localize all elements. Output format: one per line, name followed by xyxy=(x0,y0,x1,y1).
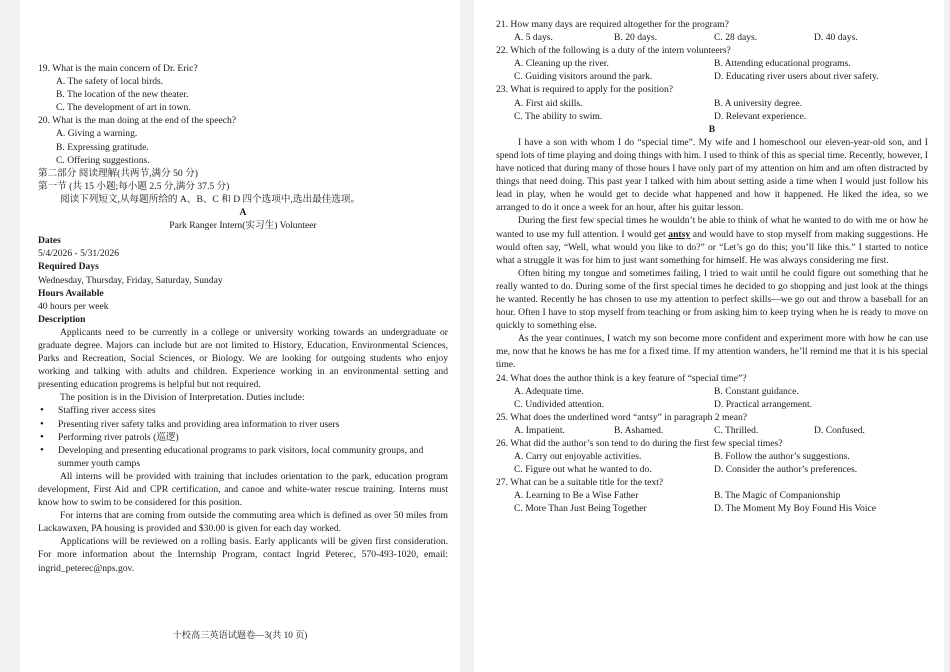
option-c: C. Undivided attention. xyxy=(514,398,605,410)
page-footer: 十校高三英语试题卷—3(共 10 页) xyxy=(172,629,308,640)
question-27 xyxy=(496,476,928,515)
part-two-heading: 第二部分 阅读理解(共两节,满分 50 分) xyxy=(38,167,198,179)
description-label: Description xyxy=(38,313,86,325)
question-24 xyxy=(496,372,928,411)
options-row xyxy=(496,385,928,398)
option-c: C. Offering suggestions. xyxy=(56,154,150,166)
options-row xyxy=(496,450,928,463)
dates-label: Dates xyxy=(38,235,61,247)
passage-paragraph: Often biting my tongue and sometimes failing, I tried to wait until he could figure out something that he really wanted to do. During some of the first special times he decided to go shopping and just look at the things he wanted. Recently he has chosen to use my attention to perfect skills—we go out and throw a baseball for an hour. Often I have to stop myself from teaching or from asking him to keep trying when he is ready to move on quickly to something else. xyxy=(496,267,928,332)
option-b: B. Attending educational programs. xyxy=(714,58,851,70)
option-b: B. The location of the new theater. xyxy=(56,89,189,101)
passage-paragraph: As the year continues, I watch my son become more confident and experiment more with how he can use me, now that he knows he has me for a fixed time. If my attention wanders, he’ll remind me that it is his special time. xyxy=(496,333,928,371)
question-stem: 23. What is required to apply for the position? xyxy=(496,84,674,96)
option-c: C. The ability to swim. xyxy=(514,110,603,122)
option-b: B. Expressing gratitude. xyxy=(56,141,149,153)
options-row xyxy=(496,398,928,411)
duty-item: • Developing and presenting educational programs to park visitors, local community groups, and summer youth camps xyxy=(58,444,448,470)
option-d: D. Practical arrangement. xyxy=(714,398,813,410)
passage-title: Park Ranger Intern(实习生) Volunteer xyxy=(169,220,317,232)
hours-value: 40 hours per week xyxy=(38,300,109,312)
question-stem: 25. What does the underlined word “antsy” in paragraph 2 mean? xyxy=(496,411,748,423)
question-stem: 22. Which of the following is a duty of the intern volunteers? xyxy=(496,45,731,57)
option-a: A. Giving a warning. xyxy=(56,128,138,140)
training-paragraph: All interns will be provided with training that includes orientation to the park, education program development, First Aid and CPR certification, and canoe and white-water rescue training. Interns must know how to swim to be considered for this position. xyxy=(38,470,448,509)
paragraph-text: During the first few special times he wouldn’t be able to think of what he wanted to do with me or how he wanted to use my full attention. I would get xyxy=(496,215,928,240)
question-stem: 19. What is the main concern of Dr. Eric? xyxy=(38,63,198,74)
duties-list xyxy=(38,404,448,469)
question-stem: 26. What did the author’s son tend to do during the first few special times? xyxy=(496,438,783,449)
option-b: B. Constant guidance. xyxy=(714,385,799,397)
options-row xyxy=(496,424,928,437)
options-row xyxy=(496,57,928,70)
option-a: A. Adequate time. xyxy=(514,385,584,397)
question-23 xyxy=(496,83,928,122)
option-a: A. First aid skills. xyxy=(514,97,583,109)
reading-instruction: 阅读下列短文,从每题所给的 A、B、C 和 D 四个选项中,选出最佳选项。 xyxy=(60,193,361,205)
exam-page-left xyxy=(20,0,460,672)
option-c: C. Figure out what he wanted to do. xyxy=(514,464,652,476)
option-b: B. The Magic of Companionship xyxy=(714,490,841,502)
passage-paragraph: I have a son with whom I do “special time”. My wife and I homeschool our eleven-year-old son, and I spend lots of time playing and doing things with him. I used to think of this as special time. Recently, however, I have noticed that during many of those hours I have only part of my attention on him and am often distracted by things that need doing. This past year I talked with him about setting aside a time when I would just follow his lead in play, when he would get to decide what happened and how it happened. He liked the idea, so we arranged to do it once a week for an hour, after his guitar lesson. xyxy=(496,136,928,214)
dates-value: 5/4/2026 - 5/31/2026 xyxy=(38,248,120,260)
options-row xyxy=(496,463,928,476)
options-row xyxy=(496,97,928,110)
question-stem: 21. How many days are required altogether for the program? xyxy=(496,19,729,30)
passage-letter-a: A xyxy=(239,207,247,219)
section-one-heading: 第一节 (共 15 小题;每小题 2.5 分,满分 37.5 分) xyxy=(38,180,230,192)
option-a: A. Carry out enjoyable activities. xyxy=(514,451,642,463)
option-c: C. 28 days. xyxy=(714,32,758,44)
question-stem: 27. What can be a suitable title for the text? xyxy=(496,477,664,489)
hours-label: Hours Available xyxy=(38,287,104,299)
options-row xyxy=(496,489,928,502)
question-19 xyxy=(38,62,448,114)
options-row xyxy=(496,502,928,515)
option-d: D. Relevant experience. xyxy=(714,110,807,122)
question-stem: 20. What is the man doing at the end of the speech? xyxy=(38,115,237,127)
duty-item: • Performing river patrols (巡逻) xyxy=(58,431,448,444)
option-a: A. Learning to Be a Wise Father xyxy=(514,490,639,502)
question-20 xyxy=(38,114,448,166)
option-b: B. 20 days. xyxy=(614,32,658,44)
description-paragraph: Applicants need to be currently in a college or university working towards an undergraduate or graduate degree. Majors can include but are not limited to History, Education, Environmental Sciences, Parks and Recreation, Social Sciences, or Biology. We are looking for outgoing students who enjoy working and talking with adults and children. Experience working in an environmental setting and presenting education progrems is helpful but not required. xyxy=(38,326,448,391)
option-a: A. The safety of local birds. xyxy=(56,76,164,88)
option-c: C. Thrilled. xyxy=(714,424,759,436)
question-stem: 24. What does the author think is a key feature of “special time”? xyxy=(496,372,747,384)
option-d: D. Confused. xyxy=(814,424,865,436)
required-days-label: Required Days xyxy=(38,261,99,273)
option-d: D. Consider the author’s preferences. xyxy=(714,464,858,476)
option-c: C. More Than Just Being Together xyxy=(514,503,647,515)
options-row xyxy=(496,70,928,83)
question-26 xyxy=(496,437,928,476)
question-25 xyxy=(496,411,928,437)
housing-paragraph: For interns that are coming from outside the commuting area which is defined as over 50 miles from Lackawaxen, PA housing is provided and $30.00 is given for each day worked. xyxy=(38,510,448,535)
question-21 xyxy=(496,18,928,44)
paragraph-text: and would have to stop myself from making suggestions. He would often say, “Well, what would you like to do?” or “Let’s go do this; you’ll like this.” I started to notice what a struggle it was for him to just want something for himself. He was always considering me first. xyxy=(496,228,928,266)
question-22 xyxy=(496,44,928,83)
duty-item: • Staffing river access sites xyxy=(58,404,448,417)
passage-paragraph xyxy=(496,214,928,266)
option-d: D. The Moment My Boy Found His Voice xyxy=(714,503,877,515)
option-b: B. Follow the author’s suggestions. xyxy=(714,451,850,463)
options-row xyxy=(496,110,928,123)
option-c: C. The development of art in town. xyxy=(56,102,191,114)
option-c: C. Guiding visitors around the park. xyxy=(514,71,653,83)
underlined-word: antsy xyxy=(668,228,691,240)
exam-page-right xyxy=(474,0,944,672)
option-d: D. 40 days. xyxy=(814,32,858,44)
option-a: A. Cleaning up the river. xyxy=(514,58,609,70)
options-row xyxy=(496,31,928,44)
passage-letter-b: B xyxy=(708,123,716,135)
application-paragraph: Applications will be reviewed on a rolling basis. Early applicants will be given first consideration. For more information about the Internship Program, contact Ingrid Peterec, 570-493-1020, email: ingrid_peterec@nps.gov. xyxy=(38,536,448,574)
option-a: A. Impatient. xyxy=(514,424,565,436)
option-a: A. 5 days. xyxy=(514,32,553,44)
option-b: B. Ashamed. xyxy=(614,424,664,436)
required-days-value: Wednesday, Thursday, Friday, Saturday, Sunday xyxy=(38,274,223,286)
option-b: B. A university degree. xyxy=(714,97,803,109)
duty-item: • Presenting river safety talks and providing area information to river users xyxy=(58,418,448,431)
option-d: D. Educating river users about river safety. xyxy=(714,71,879,83)
duties-intro: The position is in the Division of Interpretation. Duties include: xyxy=(60,392,305,404)
